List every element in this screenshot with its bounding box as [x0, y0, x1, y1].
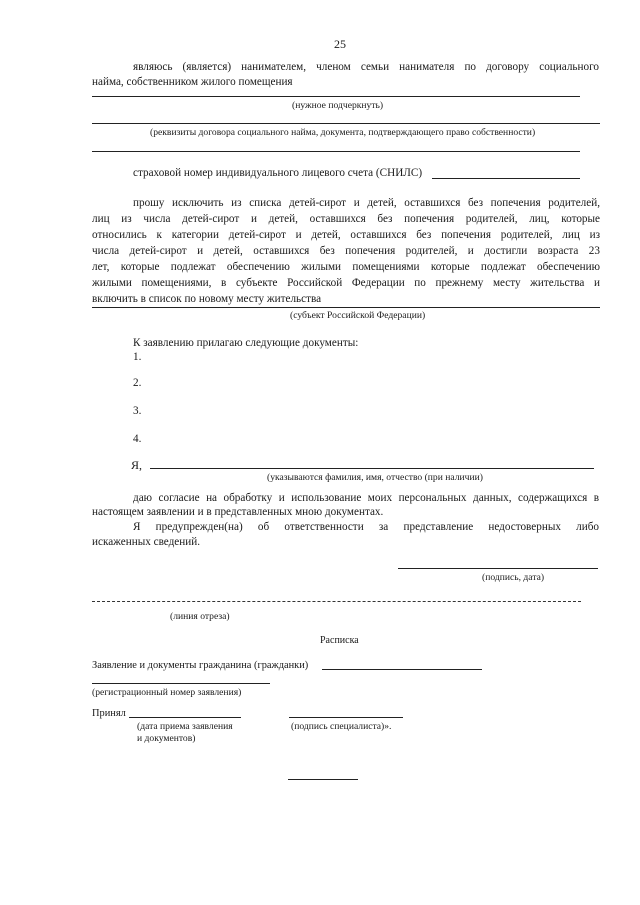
- hint-subject: (субъект Российской Федерации): [290, 310, 426, 321]
- request-line-6: жилыми помещениями, в субъекте Российской Федерации по прежнему месту жительства и: [92, 277, 600, 289]
- cut-line: [92, 601, 581, 602]
- accept-date-hint-2: и документов): [137, 733, 196, 744]
- receipt-title: Расписка: [320, 635, 359, 646]
- hint-requisites: (реквизиты договора социального найма, документа, подтверждающего право собственности): [150, 127, 536, 138]
- consent-line-2: настоящем заявлении и в представленных мною документах.: [92, 506, 384, 518]
- end-separator: [288, 779, 358, 780]
- attach-item-4: 4.: [133, 433, 142, 445]
- attach-heading: К заявлению прилагаю следующие документы:: [133, 337, 359, 349]
- reg-number-fill-line: [92, 683, 270, 684]
- receipt-docs-fill-line: [322, 669, 482, 670]
- status-line-2: найма, собственником жилого помещения: [92, 76, 293, 88]
- hint-underline: (нужное подчеркнуть): [292, 100, 384, 111]
- page-number: 25: [334, 37, 346, 51]
- request-line-7: включить в список по новому месту жительства: [92, 293, 322, 305]
- hint-fio: (указываются фамилия, имя, отчество (при наличии): [267, 472, 483, 483]
- requisites-fill-line: [92, 123, 600, 124]
- snils-label: страховой номер индивидуального лицевого счета (СНИЛС): [133, 167, 423, 179]
- fio-fill-line: [150, 468, 594, 469]
- attach-item-1: 1.: [133, 351, 142, 363]
- receipt-docs-label: Заявление и документы гражданина (гражданки): [92, 660, 309, 671]
- attach-item-3: 3.: [133, 405, 142, 417]
- accepted-label: Принял: [92, 708, 126, 719]
- subject-fill-line: [92, 307, 600, 308]
- requisites-fill-line-2: [92, 151, 580, 152]
- spec-sign-hint: (подпись специалиста)».: [291, 721, 392, 732]
- status-line-1: являюсь (является) нанимателем, членом семьи нанимателя по договору социального: [133, 61, 599, 73]
- attach-item-2: 2.: [133, 377, 142, 389]
- cut-line-label: (линия отреза): [170, 611, 230, 622]
- snils-fill-line: [432, 178, 580, 179]
- signature-fill-line: [398, 568, 598, 569]
- reg-number-hint: (регистрационный номер заявления): [92, 687, 242, 698]
- accept-date-hint-1: (дата приема заявления: [137, 721, 233, 732]
- request-line-2: лиц из числа детей-сирот и детей, оставшихся без попечения родителей, лиц, которые: [92, 213, 600, 225]
- request-line-1: прошу исключить из списка детей-сирот и детей, оставшихся без попечения родителей,: [133, 197, 600, 209]
- i-label: Я,: [131, 458, 143, 472]
- hint-sign-date: (подпись, дата): [482, 572, 545, 583]
- consent-line-1: даю согласие на обработку и использование моих персональных данных, содержащихся в: [133, 492, 599, 504]
- spec-sign-fill-line: [289, 717, 403, 718]
- request-line-5: лет, которые подлежат обеспечению жилыми помещениями которые подлежат обеспечению: [92, 261, 600, 273]
- request-line-3: относились к категории детей-сирот и детей, оставшихся без попечения родителей, лиц из: [92, 229, 600, 241]
- accept-date-fill-line: [129, 717, 241, 718]
- warning-line-1: Я предупрежден(на) об ответственности за представление недостоверных либо: [133, 521, 599, 533]
- request-line-4: числа детей-сирот и детей, оставшихся без попечения родителей, и достигли возраста 23: [92, 245, 600, 257]
- status-fill-line: [92, 96, 580, 97]
- warning-line-2: искаженных сведений.: [92, 536, 201, 548]
